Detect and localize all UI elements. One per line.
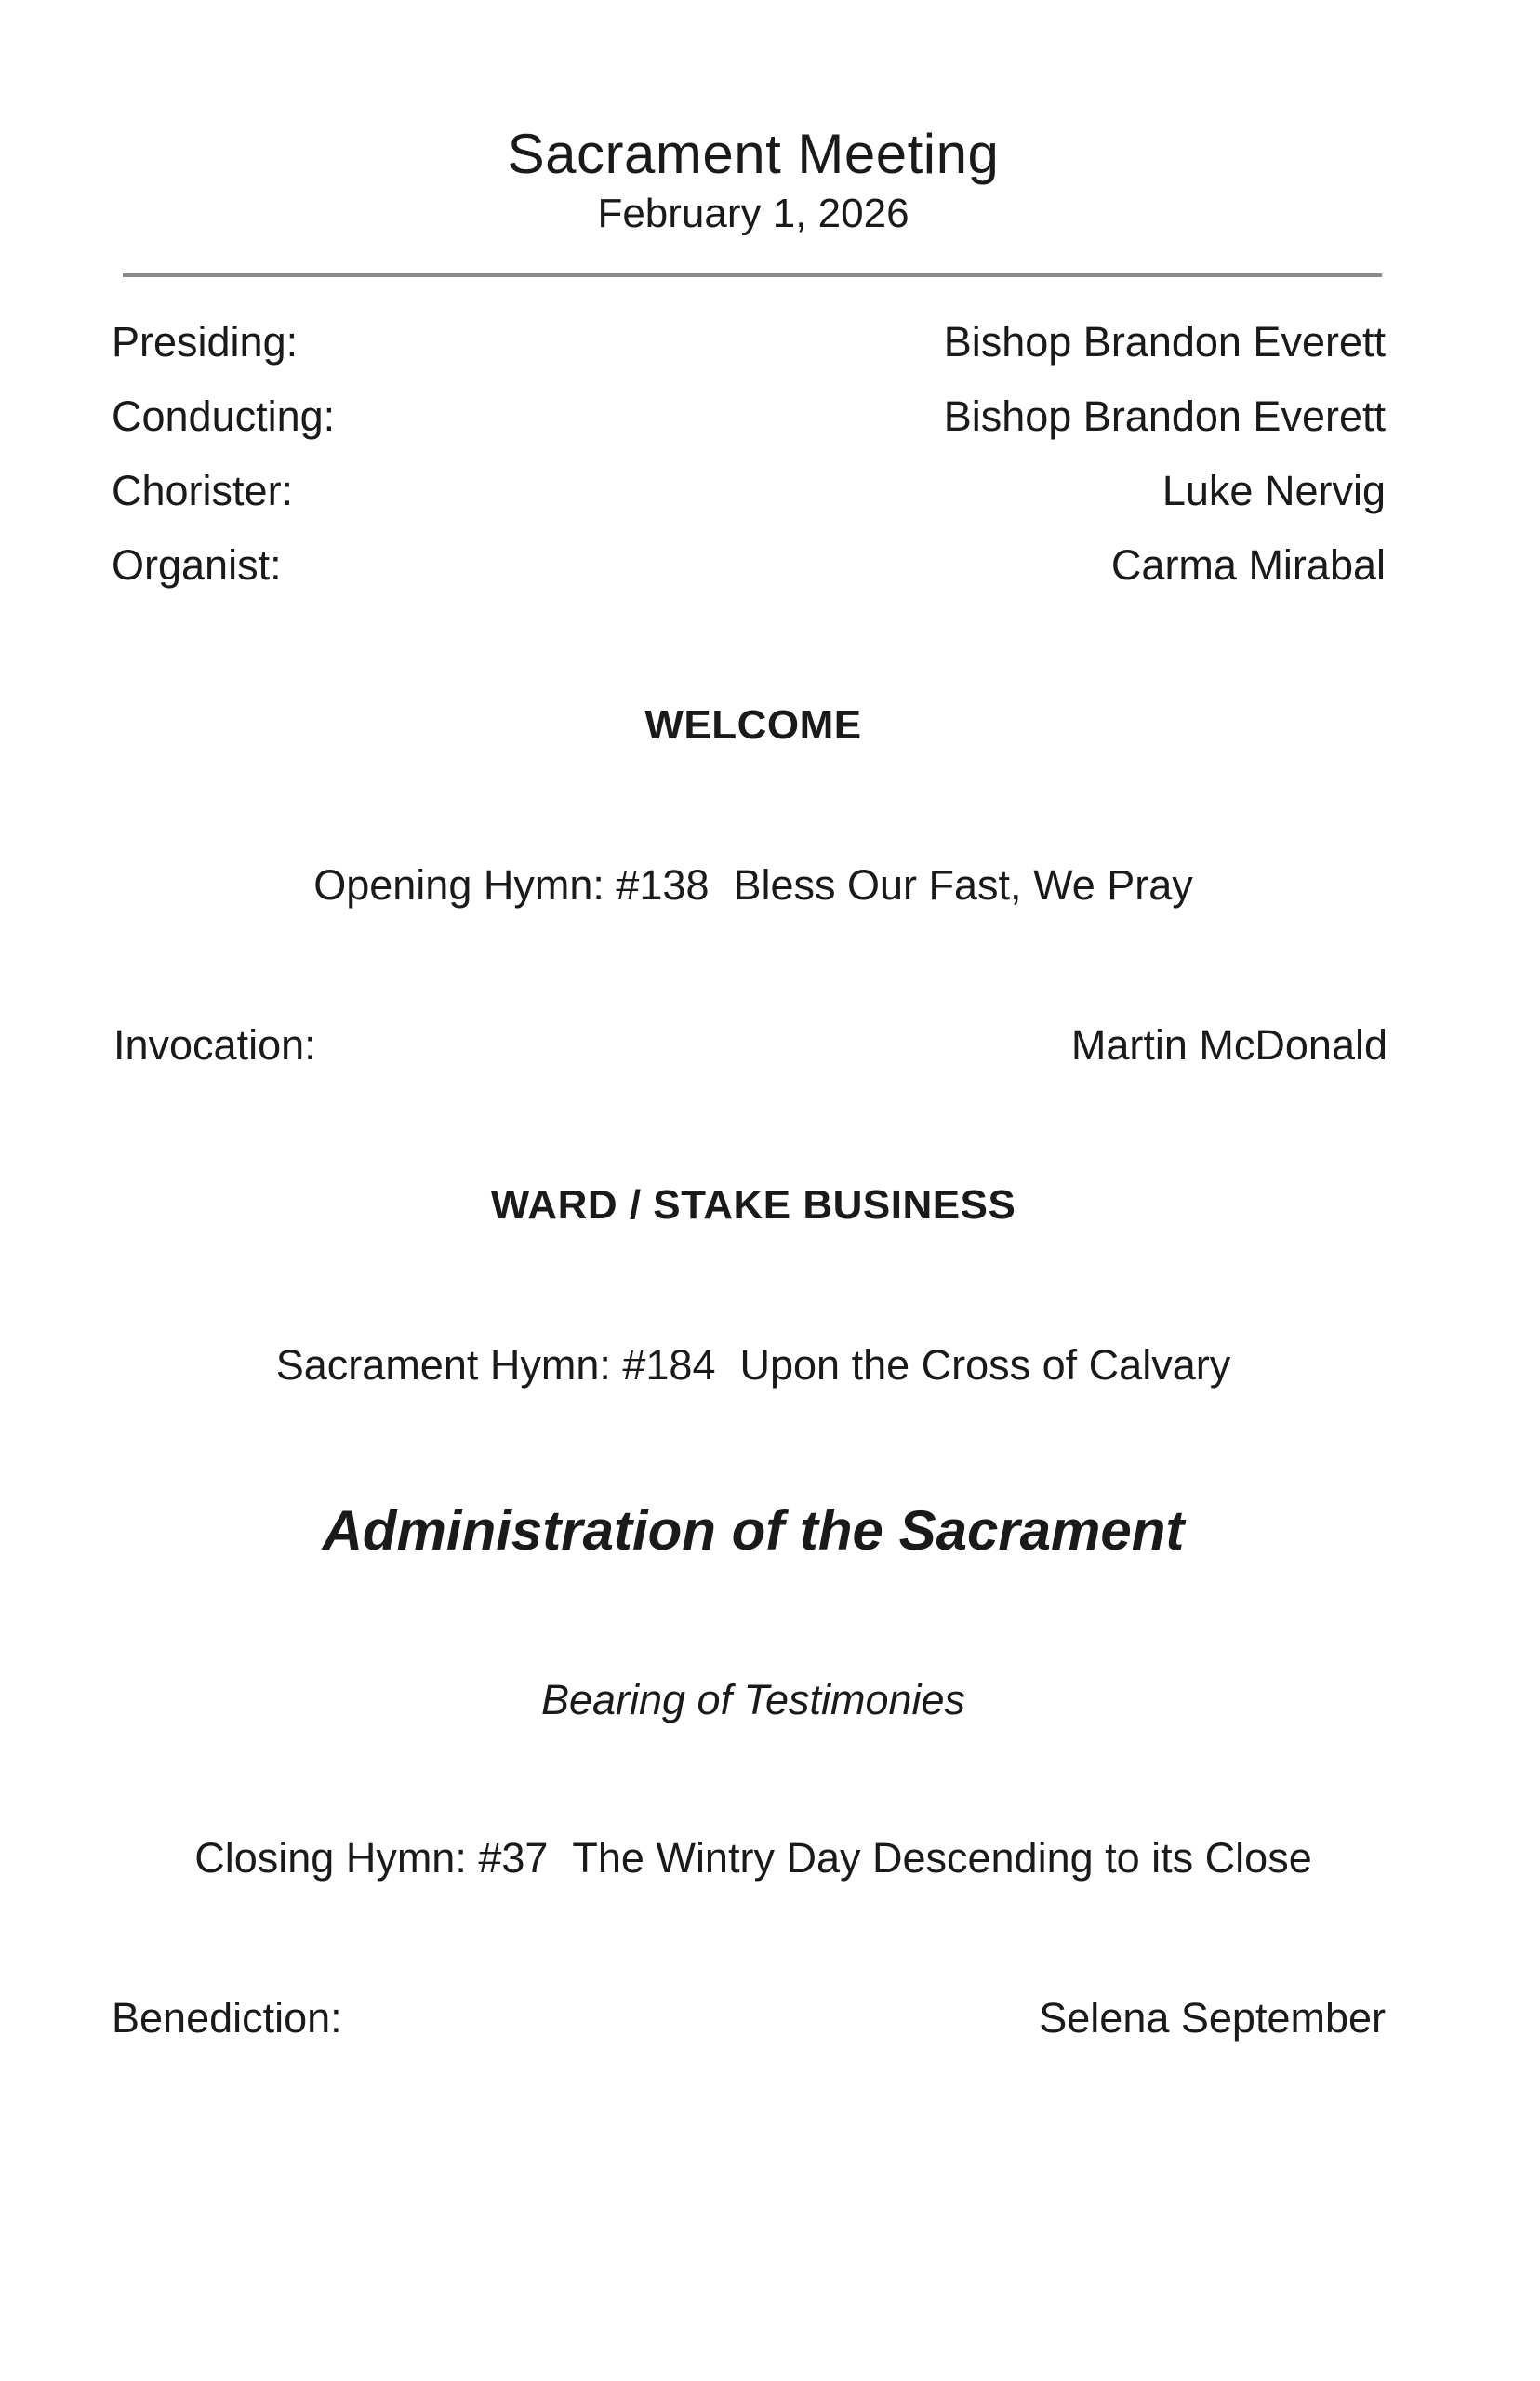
presiding-row [112, 314, 1386, 370]
sacrament-hymn-number: Sacrament Hymn: #184 [275, 1341, 716, 1389]
opening-hymn-number: Opening Hymn: #138 [313, 861, 710, 909]
title-divider [123, 273, 1382, 277]
closing-hymn-number: Closing Hymn: #37 [194, 1834, 549, 1882]
closing-hymn-title: The Wintry Day Descending to its Close [572, 1834, 1312, 1882]
invocation-value: Martin McDonald [1070, 1021, 1387, 1069]
sacrament-hymn [0, 1337, 1507, 1393]
conducting-label: Conducting: [112, 392, 336, 440]
administration-heading: Administration of the Sacrament [322, 1499, 1185, 1562]
opening-hymn [0, 858, 1507, 913]
closing-hymn [0, 1830, 1507, 1886]
benediction-label: Benediction: [112, 1994, 342, 2042]
organist-value: Carma Mirabal [1110, 541, 1386, 589]
sacrament-hymn-title: Upon the Cross of Calvary [739, 1341, 1231, 1389]
business-heading: WARD / STAKE BUSINESS [490, 1182, 1016, 1228]
organist-row [112, 538, 1386, 593]
conducting-row [112, 389, 1386, 445]
benediction-row [112, 1990, 1386, 2046]
benediction-value: Selena September [1039, 1994, 1386, 2042]
chorister-row [112, 463, 1386, 519]
testimonies-text: Bearing of Testimonies [540, 1676, 966, 1723]
invocation-row [113, 1018, 1387, 1073]
chorister-label: Chorister: [112, 467, 294, 514]
organist-label: Organist: [112, 541, 282, 589]
meeting-date: February 1, 2026 [597, 191, 909, 236]
invocation-label: Invocation: [113, 1021, 316, 1069]
opening-hymn-title: Bless Our Fast, We Pray [733, 861, 1193, 909]
conducting-value: Bishop Brandon Everett [943, 392, 1386, 440]
welcome-heading: WELCOME [644, 702, 862, 748]
page-title: Sacrament Meeting [507, 123, 1000, 185]
chorister-value: Luke Nervig [1162, 467, 1386, 514]
presiding-value: Bishop Brandon Everett [943, 318, 1386, 366]
presiding-label: Presiding: [112, 318, 299, 366]
